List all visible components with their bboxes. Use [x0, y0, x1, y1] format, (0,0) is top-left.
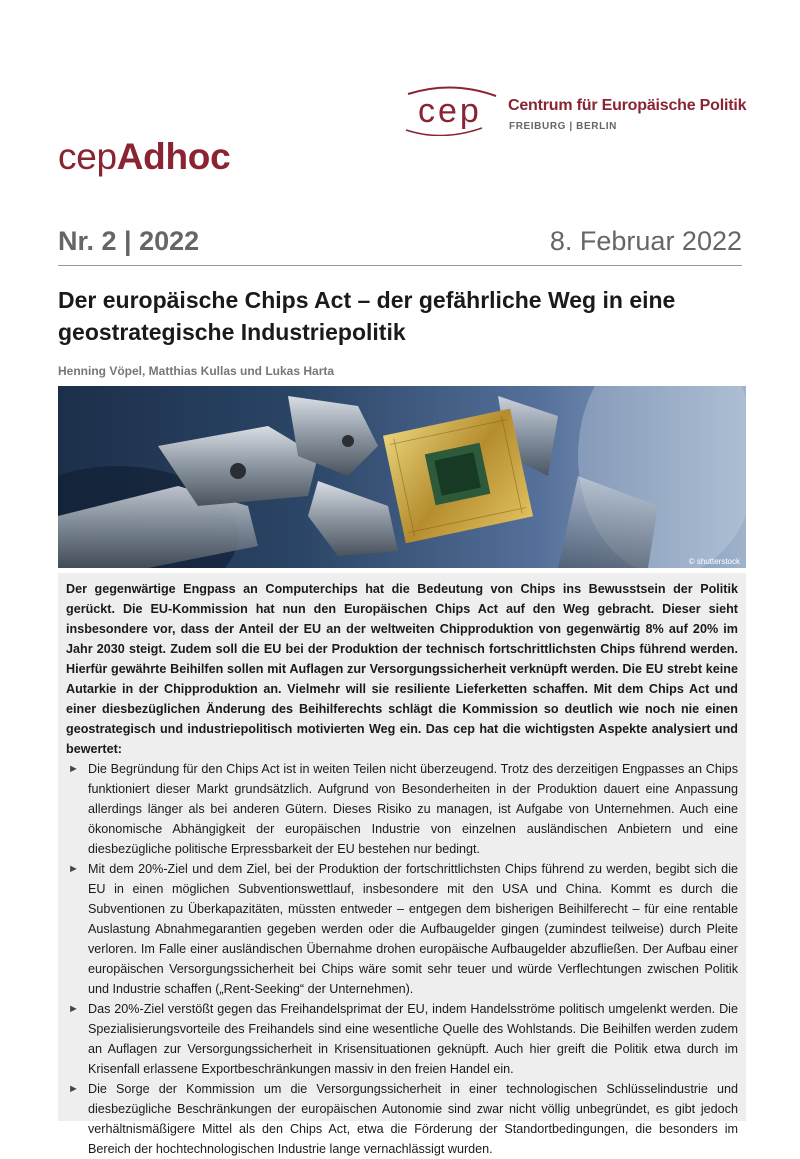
publication-date: 8. Februar 2022	[549, 226, 742, 256]
series-title	[58, 136, 230, 178]
bullet-triangle-icon: ►	[68, 763, 79, 775]
authors: Henning Vöpel, Matthias Kullas und Lukas Harta	[58, 364, 335, 378]
summary-point-text: Die Begründung für den Chips Act ist in weiten Teilen nicht überzeugend. Trotz des derzeitigen Engpasses an Chips funktioniert dieser Markt grundsätzlich. Aufgrund von Besonderheiten in der Produktion dauert eine Anpassung allerdings länger als bei anderen Gütern. Dieses Risiko zu managen, ist Aufgabe von Unternehmen. Auch eine ökonomische Abhängigkeit der europäischen Industrie von einzelnen ausländischen Anbietern und eine diesbezügliche politische Erpressbarkeit der EU bestehen nur bedingt.	[88, 762, 738, 856]
image-credit: © shutterstock	[688, 557, 740, 566]
org-name: Centrum für Europäische Politik	[508, 97, 747, 114]
cep-logo	[402, 86, 500, 136]
summary-box	[58, 573, 746, 1156]
robot-chip-illustration	[58, 386, 746, 568]
summary-intro: Der gegenwärtige Engpass an Computerchips hat die Bedeutung von Chips ins Bewusstsein der Politik gerückt. Die EU-Kommission hat nun den Europäischen Chips Act auf den Weg gebracht. Dieser sieht insbesondere vor, dass der Anteil der EU an der weltweiten Chipproduktion von gegenwärtig 8% auf 20% im Jahr 2030 steigt. Zudem soll die EU bei der Produktion der technisch fortschrittlichsten Chips führend werden. Hierfür gewährte Beihilfen sollen mit Auflagen zur Versorgungssicherheit verknüpft werden. Die EU strebt keine Autarkie in der Chipproduktion an. Vielmehr will sie resiliente Lieferketten schaffen. Mit dem Chips Act und einer diesbezüglichen Änderung des Beihilferechts schlägt die Kommission so deutlich wie noch nie einen geostrategisch und industriepolitisch motivierten Weg ein. Das cep hat die wichtigsten Aspekte analysiert und bewertet:	[66, 582, 738, 756]
logo-wordmark: cep	[418, 92, 482, 130]
summary-point	[66, 859, 738, 999]
hero-image	[58, 386, 746, 568]
header-divider	[58, 265, 742, 266]
summary-point	[66, 1079, 738, 1159]
summary-point-text: Mit dem 20%-Ziel und dem Ziel, bei der Produktion der fortschrittlichsten Chips führend zu werden, begibt sich die EU in einen möglichen Subventionswettlauf, insbesondere mit den USA und China. Kommt es durch die Subventionen zu Überkapazitäten, müssten entweder – entgegen dem bisherigen Beihilferecht – für eine rentable Auslastung Abnahmegarantien gegeben werden oder die Aufbaugelder gingen (zumindest teilweise) durch Pleite verloren. Im Falle einer ausländischen Übernahme drohen europäische Aufbaugelder abzufließen. Der Aufbau einer europäischen Versorgungssicherheit bei Chips wäre somit sehr teuer und würde Verflechtungen zwischen Politik und Industrie schaffen („Rent-Seeking“ der Unternehmen).	[88, 862, 738, 996]
summary-point	[66, 999, 738, 1079]
org-cities: FREIBURG | BERLIN	[509, 121, 617, 132]
series-prefix: cep	[58, 136, 117, 177]
summary-point	[66, 759, 738, 859]
bullet-triangle-icon: ►	[68, 1003, 79, 1015]
bullet-triangle-icon: ►	[68, 1083, 79, 1095]
bullet-triangle-icon: ►	[68, 863, 79, 875]
summary-points	[66, 759, 738, 1159]
series-name: Adhoc	[116, 136, 231, 177]
cep-logo-swoosh-icon	[402, 86, 500, 136]
issue-number: Nr. 2 | 2022	[58, 226, 200, 256]
summary-point-text: Die Sorge der Kommission um die Versorgungssicherheit in einer technologischen Schlüsselindustrie und diesbezügliche Beschränkungen der europäischen Autonomie sind zwar nicht völlig unbegründet, es gibt jedoch verhältnismäßigere Mittel als den Chips Act, etwa die Förderung der Standortbedingungen, die besonders im Bereich der hochtechnologischen Industrie lange vernachlässigt wurden.	[88, 1082, 738, 1156]
document-title: Der europäische Chips Act – der gefährliche Weg in eine geostrategische Industriepolitik	[58, 287, 676, 345]
summary-point-text: Das 20%-Ziel verstößt gegen das Freihandelsprimat der EU, indem Handelsströme politisch umgelenkt werden. Die Spezialisierungsvorteile des Freihandels sind eine wesentliche Quelle des Wohlstands. Die Beihilfen werden zudem an Auflagen zur Versorgungssicherheit in Krisensituationen geknüpft. Auch hier greift die Politik etwa durch im Krisenfall erlassene Exportbeschränkungen massiv in den freien Handel ein.	[88, 1002, 738, 1076]
